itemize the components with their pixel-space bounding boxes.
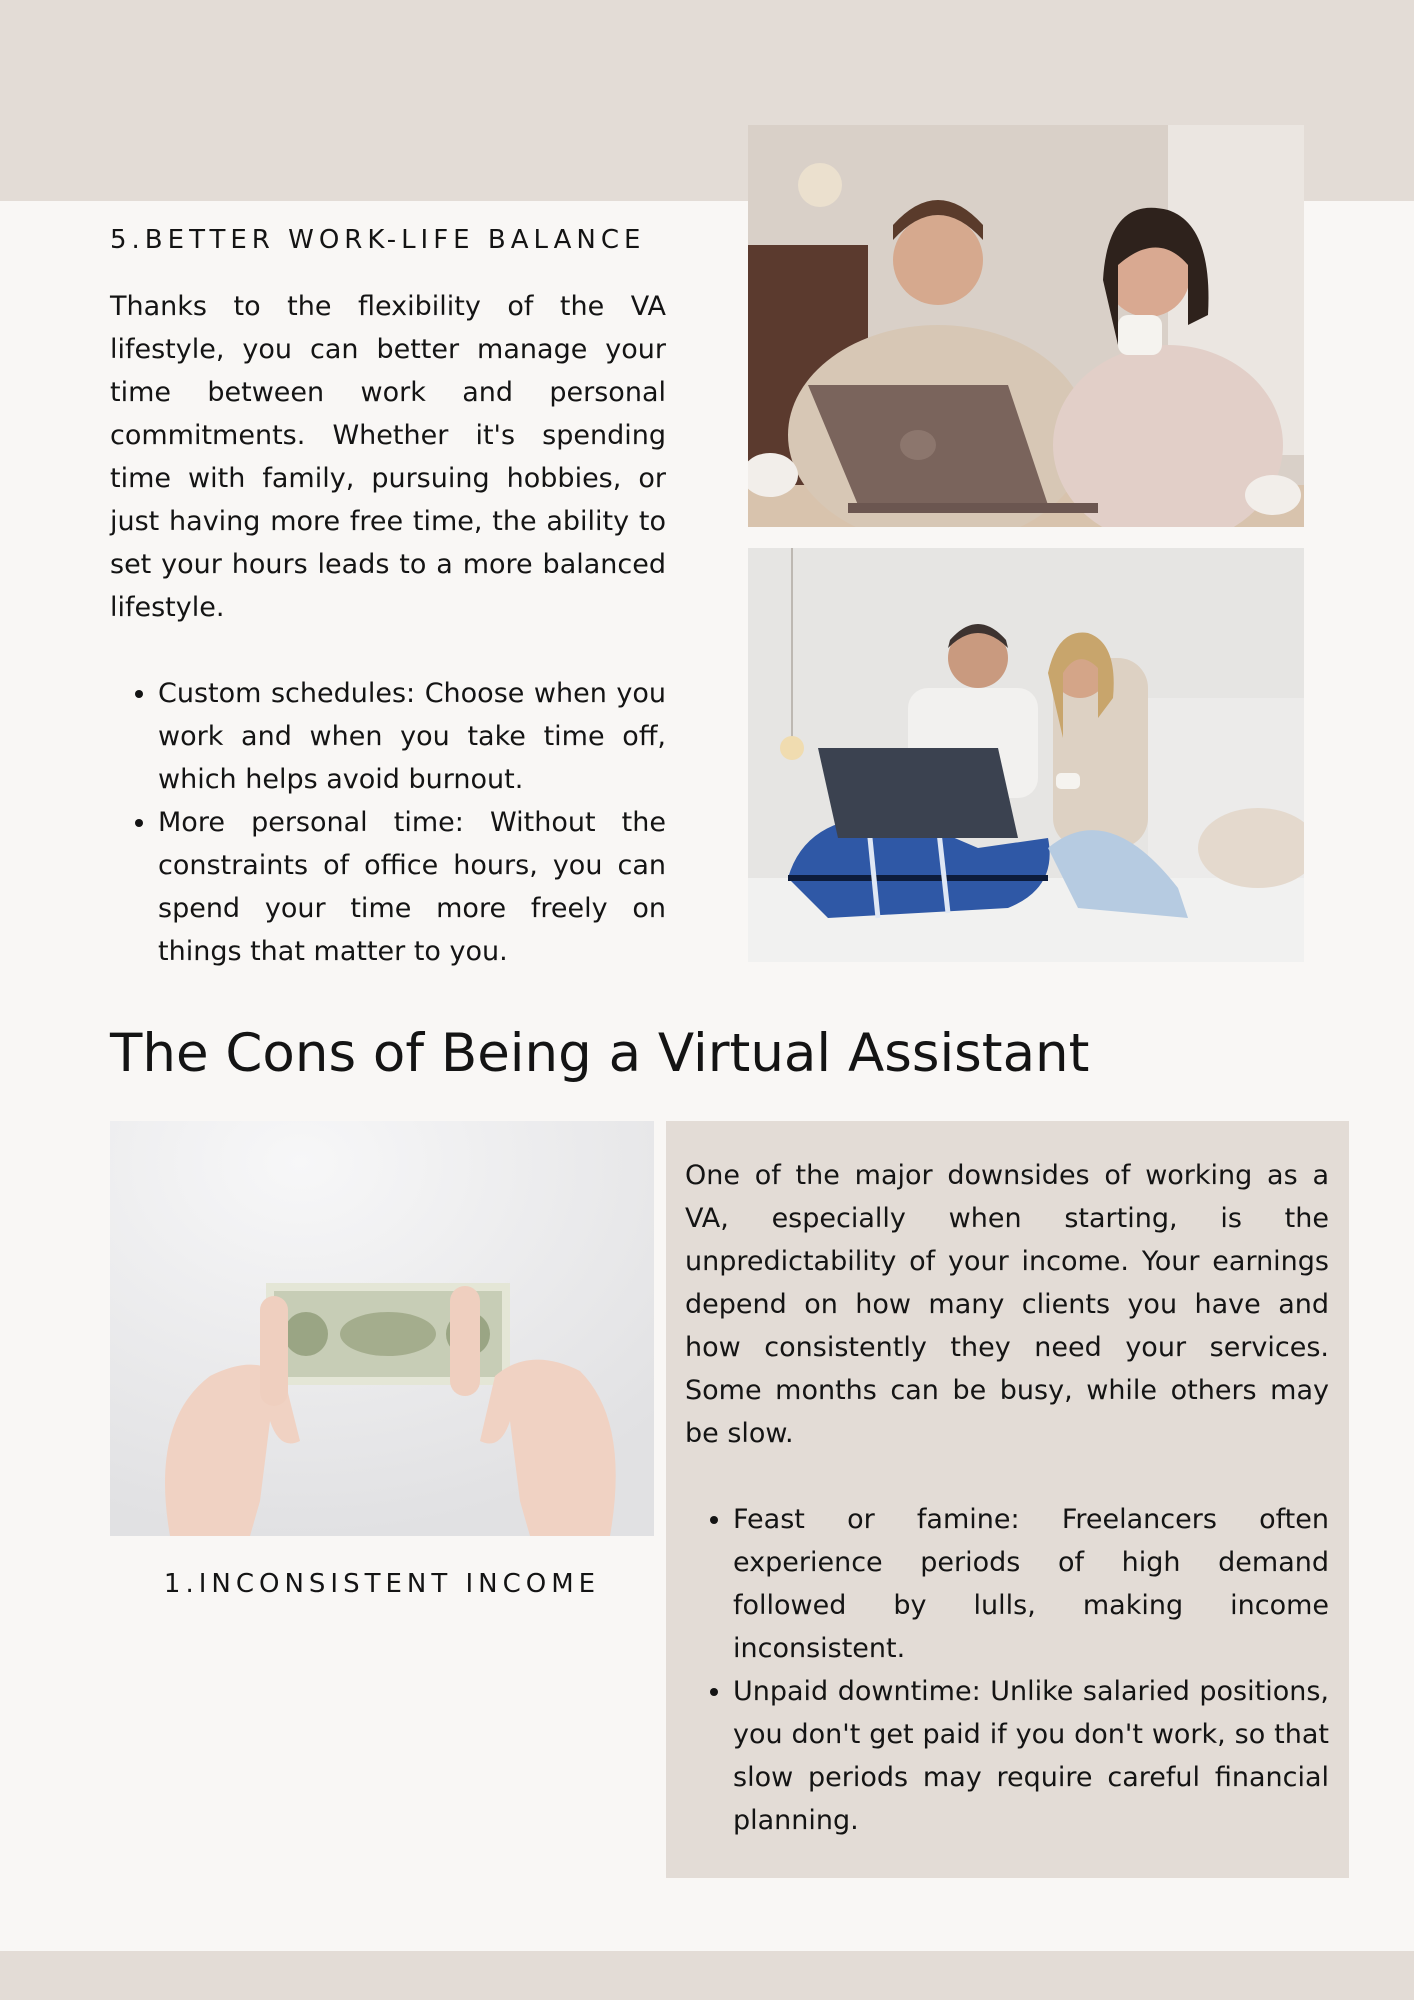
balance-text-column <box>110 285 666 973</box>
dollar-bill-photo <box>110 1121 654 1536</box>
cons-text-box <box>666 1121 1349 1878</box>
cons-bullet-list <box>685 1498 1329 1842</box>
inconsistent-income-heading: 1.INCONSISTENT INCOME <box>163 1569 601 1599</box>
bottom-color-band <box>0 1951 1414 2000</box>
couple-laptop-table-photo <box>748 125 1304 527</box>
list-item: • More personal time: Without the constraints of office hours, you can spend your time more freely on things that matter to you. <box>158 801 666 973</box>
cons-title: The Cons of Being a Virtual Assistant <box>110 1023 1090 1084</box>
balance-heading: 5.BETTER WORK-LIFE BALANCE <box>110 225 646 255</box>
list-item: • Custom schedules: Choose when you work and when you take time off, which helps avoid burnout. <box>158 672 666 801</box>
balance-paragraph: Thanks to the flexibility of the VA lifestyle, you can better manage your time between work and personal commitments. Whether it's spending time with family, pursuing hobbies, or just having more free time, the ability to set your hours leads to a more balanced lifestyle. <box>110 291 666 623</box>
couple-on-bed-photo <box>748 548 1304 962</box>
list-item: • Feast or famine: Freelancers often experience periods of high demand followed by lulls, making income inconsistent. <box>733 1498 1329 1670</box>
cons-paragraph: One of the major downsides of working as a VA, especially when starting, is the unpredictability of your income. Your earnings depend on how many clients you have and how consistently they need your services. Some months can be busy, while others may be slow. <box>685 1160 1329 1449</box>
list-item: • Unpaid downtime: Unlike salaried positions, you don't get paid if you don't work, so that slow periods may require careful financial planning. <box>733 1670 1329 1842</box>
balance-bullet-list <box>110 672 666 973</box>
